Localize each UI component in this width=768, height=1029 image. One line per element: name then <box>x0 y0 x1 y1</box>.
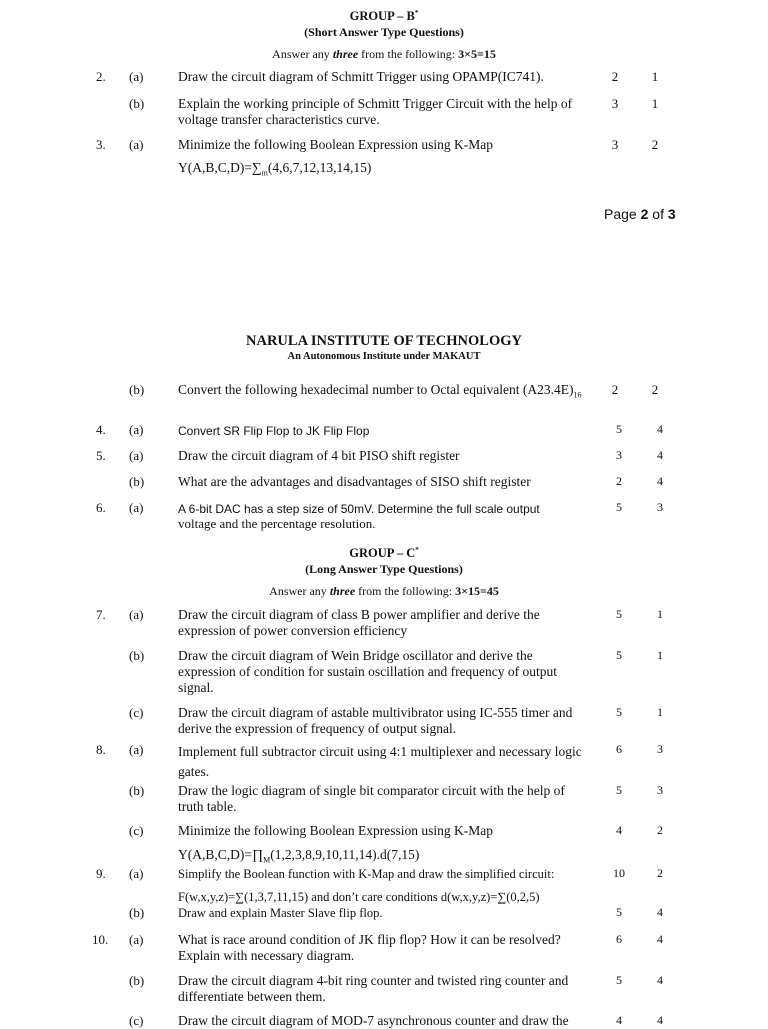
marks: 5 <box>616 905 622 919</box>
course-outcome: 4 <box>657 448 663 462</box>
question-text: Draw the circuit diagram of 4 bit PISO shift register <box>178 448 460 463</box>
question-part: (b) <box>129 96 145 111</box>
marks: 5 <box>616 500 622 514</box>
institute-tagline: An Autonomous Institute under MAKAUT <box>287 351 481 362</box>
marks: 3 <box>611 137 619 152</box>
marks: 2 <box>611 382 619 397</box>
question-part: (b) <box>129 382 145 397</box>
question-text: What are the advantages and disadvantages of SISO shift register <box>178 474 531 489</box>
question-part: (a) <box>129 500 144 515</box>
course-outcome: 3 <box>657 500 663 514</box>
question-text: Minimize the following Boolean Expression using K-Map <box>178 823 493 838</box>
question-text-line2: voltage and the percentage resolution. <box>178 516 376 531</box>
question-text: Draw the logic diagram of single bit comparator circuit with the help of truth table. <box>178 783 565 814</box>
course-outcome: 1 <box>657 648 663 662</box>
marks: 3 <box>611 96 619 111</box>
boolean-expression: F(w,x,y,z)=∑(1,3,7,11,15) and don’t care conditions d(w,x,y,z)=∑(0,2,5) <box>178 890 540 904</box>
question-number: 7. <box>96 607 106 622</box>
question-part: (a) <box>129 69 144 84</box>
marks: 2 <box>616 474 622 488</box>
course-outcome: 1 <box>651 69 659 84</box>
question-part: (a) <box>129 742 144 757</box>
course-outcome: 4 <box>657 905 663 919</box>
marks: 2 <box>611 69 619 84</box>
marks: 5 <box>616 607 622 621</box>
question-part: (b) <box>129 648 145 663</box>
marks: 5 <box>616 705 622 719</box>
group-b-instruction: Answer any three from the following: 3×5=15 <box>272 47 496 61</box>
course-outcome: 2 <box>651 382 659 397</box>
question-text: Minimize the following Boolean Expression using K-Map <box>178 137 493 152</box>
course-outcome: 4 <box>657 932 663 946</box>
question-number: 2. <box>96 69 106 84</box>
course-outcome: 4 <box>657 474 663 488</box>
question-number: 9. <box>96 866 106 881</box>
question-text: Draw the circuit diagram 4-bit ring counter and twisted ring counter and differentiate between them. <box>178 973 569 1004</box>
course-outcome: 2 <box>657 823 663 837</box>
course-outcome: 1 <box>657 607 663 621</box>
question-part: (a) <box>129 422 144 437</box>
marks: 4 <box>616 823 622 837</box>
question-number: 8. <box>96 742 106 757</box>
question-part: (b) <box>129 905 145 920</box>
question-text: What is race around condition of JK flip flop? How it can be resolved? Explain with necessary diagram. <box>178 932 561 963</box>
page-number: Page 2 of 3 <box>604 206 676 222</box>
marks: 3 <box>616 448 622 462</box>
question-part: (a) <box>129 607 144 622</box>
question-number: 3. <box>96 137 106 152</box>
group-b-title: GROUP – B* <box>349 9 419 24</box>
marks: 4 <box>616 1013 622 1027</box>
question-text: Simplify the Boolean function with K-Map and draw the simplified circuit: <box>178 867 555 881</box>
boolean-expression: $Y(A,B,C,D)=\sum_m(4,6,7,12,13,14,15)$ <box>178 160 372 178</box>
question-text: Draw the circuit diagram of MOD-7 asynchronous counter and draw the <box>178 1013 569 1028</box>
question-text: Convert the following hexadecimal number to Octal equivalent $(A23.4E)_{16}$ <box>178 382 582 400</box>
marks: 5 <box>616 648 622 662</box>
group-c-subtitle: (Long Answer Type Questions) <box>305 562 463 576</box>
question-text-line1: A 6-bit DAC has a step size of 50mV. Determine the full scale output <box>178 502 540 516</box>
question-part: (b) <box>129 783 145 798</box>
course-outcome: 4 <box>657 1013 663 1027</box>
question-part: (b) <box>129 474 145 489</box>
question-text: Implement full subtractor circuit using 4:1 multiplexer and necessary logic gates. <box>178 744 582 779</box>
group-b-subtitle: (Short Answer Type Questions) <box>304 25 464 39</box>
marks: 10 <box>613 866 625 880</box>
boolean-expression: $Y(A,B,C,D)=\prod_M(1,2,3,8,9,10,11,14).d(7,15)$ <box>178 847 420 865</box>
question-text: Draw the circuit diagram of Schmitt Trigger using OPAMP(IC741). <box>178 69 544 84</box>
course-outcome: 3 <box>657 742 663 756</box>
marks: 6 <box>616 742 622 756</box>
question-text: Explain the working principle of Schmitt Trigger Circuit with the help of voltage transfer characteristics curve. <box>178 96 573 127</box>
question-number: 4. <box>96 422 106 437</box>
group-c-title: GROUP – C* <box>349 546 419 561</box>
course-outcome: 3 <box>657 783 663 797</box>
question-part: (c) <box>129 705 144 720</box>
question-number: 5. <box>96 448 106 463</box>
question-part: (a) <box>129 866 144 881</box>
marks: 5 <box>616 973 622 987</box>
institute-name: NARULA INSTITUTE OF TECHNOLOGY <box>246 333 522 349</box>
question-part: (a) <box>129 448 144 463</box>
course-outcome: 2 <box>651 137 659 152</box>
question-part: (b) <box>129 973 145 988</box>
question-part: (c) <box>129 823 144 838</box>
question-part: (a) <box>129 932 144 947</box>
question-text: Draw and explain Master Slave flip flop. <box>178 906 383 920</box>
question-number: 10. <box>92 932 109 947</box>
course-outcome: 1 <box>651 96 659 111</box>
course-outcome: 4 <box>657 973 663 987</box>
question-part: (c) <box>129 1013 144 1028</box>
marks: 6 <box>616 932 622 946</box>
course-outcome: 1 <box>657 705 663 719</box>
course-outcome: 4 <box>657 422 663 436</box>
question-text: Draw the circuit diagram of class B power amplifier and derive the expression of power conversion efficiency <box>178 607 540 638</box>
question-part: (a) <box>129 137 144 152</box>
marks: 5 <box>616 422 622 436</box>
question-text: Draw the circuit diagram of astable multivibrator using IC-555 timer and derive the expression of frequency of output signal. <box>178 705 573 736</box>
course-outcome: 2 <box>657 866 663 880</box>
question-text: Draw the circuit diagram of Wein Bridge oscillator and derive the expression of condition for sustain oscillation and frequency of output signal. <box>178 648 558 695</box>
question-text: Convert SR Flip Flop to JK Flip Flop <box>178 424 370 438</box>
group-c-instruction: Answer any three from the following: 3×15=45 <box>269 584 499 598</box>
question-number: 6. <box>96 500 106 515</box>
marks: 5 <box>616 783 622 797</box>
